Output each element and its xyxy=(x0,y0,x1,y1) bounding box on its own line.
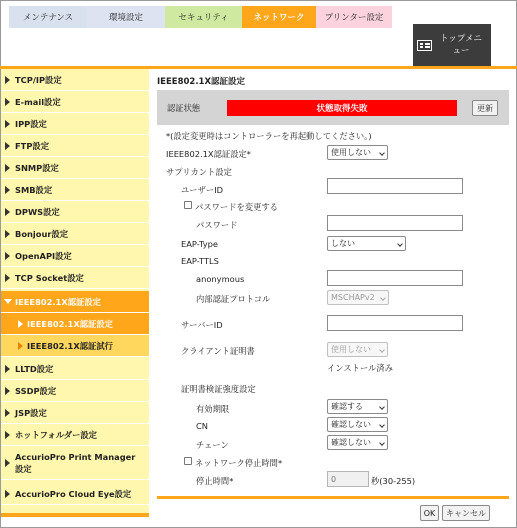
sidebar-bottom-bar xyxy=(1,513,149,517)
arrow-right-icon xyxy=(5,142,10,150)
chevron-down-icon xyxy=(379,440,385,446)
eap-type-label: EAP-Type xyxy=(181,239,219,249)
arrow-right-icon xyxy=(5,164,10,172)
arrow-right-icon xyxy=(5,387,10,395)
tab-maintenance[interactable]: メンテナンス xyxy=(9,6,87,28)
arrow-right-icon xyxy=(5,76,10,84)
arrow-right-icon xyxy=(5,120,10,128)
arrow-right-icon xyxy=(5,230,10,238)
tab-network[interactable]: ネットワーク xyxy=(242,6,316,28)
sidebar-item-ftp[interactable]: FTP設定 xyxy=(1,135,149,157)
arrow-right-icon xyxy=(18,320,23,328)
arrow-right-icon xyxy=(5,431,10,439)
chevron-down-icon xyxy=(379,404,385,410)
chevron-down-icon xyxy=(397,241,403,247)
sidebar-item-dpws[interactable]: DPWS設定 xyxy=(1,201,149,223)
eap-ttls-label: EAP-TTLS xyxy=(181,256,219,266)
sidebar-item-email[interactable]: E-mail設定 xyxy=(1,91,149,113)
arrow-right-icon xyxy=(5,409,10,417)
chevron-down-icon xyxy=(379,150,385,156)
password-input[interactable] xyxy=(327,215,463,231)
arrow-right-icon xyxy=(5,208,10,216)
chevron-down-icon xyxy=(379,422,385,428)
arrow-right-icon xyxy=(5,98,10,106)
refresh-button[interactable]: 更新 xyxy=(472,100,498,116)
cn-select[interactable]: 確認しない xyxy=(327,417,388,432)
sidebar-subitem-ieee8021x-settings[interactable]: IEEE802.1X認証設定 xyxy=(1,313,149,335)
sidebar-item-accuriopro-cloud-eye[interactable]: AccurioPro Cloud Eye設定 xyxy=(1,483,149,505)
expiry-select[interactable]: 確認する xyxy=(327,399,388,414)
top-menu-label: トップメニュー xyxy=(440,34,482,56)
sidebar-item-hot-folder[interactable]: ホットフォルダー設定 xyxy=(1,424,149,446)
sidebar-item-ssdp[interactable]: SSDP設定 xyxy=(1,380,149,402)
chevron-down-icon xyxy=(379,347,385,353)
arrow-right-icon xyxy=(18,342,23,350)
arrow-right-icon xyxy=(5,274,10,282)
chain-select[interactable]: 確認しない xyxy=(327,435,388,450)
server-id-input[interactable] xyxy=(327,315,463,331)
restart-note: *(設定変更時はコントローラーを再起動してください。) xyxy=(166,131,372,141)
arrow-right-icon xyxy=(5,490,10,498)
inner-auth-protocol-select[interactable]: MSCHAPv2 xyxy=(327,290,389,305)
sidebar-item-ieee8021x[interactable]: IEEE802.1X認証設定 xyxy=(1,291,149,313)
arrow-right-icon xyxy=(5,365,10,373)
tab-security[interactable]: セキュリティ xyxy=(165,6,242,28)
chevron-down-icon xyxy=(380,295,386,301)
cert-verification-strength-label: 証明書検証強度設定 xyxy=(181,384,256,394)
sidebar-item-bonjour[interactable]: Bonjour設定 xyxy=(1,223,149,245)
main-tabs xyxy=(9,6,392,28)
anonymous-label: anonymous xyxy=(196,274,245,284)
ok-button[interactable]: OK xyxy=(420,505,439,521)
top-menu-button[interactable] xyxy=(413,24,491,66)
stop-time-unit: 秒(30-255) xyxy=(371,476,416,486)
auth-status-panel xyxy=(157,90,509,125)
arrow-down-icon xyxy=(4,299,12,304)
user-id-label: ユーザーID xyxy=(181,185,224,195)
sidebar-subitem-ieee8021x-trial[interactable]: IEEE802.1X認証試行 xyxy=(1,335,149,357)
eap-type-select[interactable]: しない xyxy=(327,236,406,251)
tab-environment[interactable]: 環境設定 xyxy=(87,6,165,28)
network-stop-time-checkbox[interactable] xyxy=(184,457,192,465)
auth-status-value: 状態取得失敗 xyxy=(227,100,457,116)
sidebar-item-accuriopro-print-manager[interactable]: AccurioPro Print Manager設定 xyxy=(1,447,149,480)
ieee8021x-setting-select[interactable]: 使用しない xyxy=(327,145,388,160)
arrow-right-icon xyxy=(5,252,10,260)
server-id-label: サーバーID xyxy=(181,320,223,330)
page-title: IEEE802.1X認証設定 xyxy=(157,77,246,87)
sidebar-item-ipp[interactable]: IPP設定 xyxy=(1,113,149,135)
client-certificate-select[interactable]: 使用しない xyxy=(327,342,388,357)
sidebar xyxy=(1,69,149,517)
auth-status-label: 認証状態 xyxy=(167,103,201,113)
anonymous-input[interactable] xyxy=(327,270,463,286)
arrow-right-icon xyxy=(5,186,10,194)
sidebar-item-tcp-socket[interactable]: TCP Socket設定 xyxy=(1,267,149,289)
arrow-right-icon xyxy=(5,459,10,467)
installed-status: インストール済み xyxy=(327,363,393,373)
password-label: パスワード xyxy=(196,220,238,230)
client-certificate-label: クライアント証明書 xyxy=(181,346,255,356)
supplicant-settings-label: サプリカント設定 xyxy=(166,167,232,177)
sidebar-item-openapi[interactable]: OpenAPI設定 xyxy=(1,245,149,267)
sidebar-item-tcpip[interactable]: TCP/IP設定 xyxy=(1,69,149,91)
inner-auth-protocol-label: 内部認証プロトコル xyxy=(196,294,271,304)
chain-label: チェーン xyxy=(196,440,229,450)
tab-printer-settings[interactable]: プリンター設定 xyxy=(316,6,392,28)
change-password-checkbox[interactable] xyxy=(184,201,192,209)
change-password-label: パスワードを変更する xyxy=(195,202,278,212)
content-bottom-divider xyxy=(157,496,509,499)
sidebar-item-snmp[interactable]: SNMP設定 xyxy=(1,157,149,179)
cn-label: CN xyxy=(196,421,208,431)
expiry-label: 有効期限 xyxy=(196,404,230,414)
ieee8021x-setting-label: IEEE802.1X認証設定* xyxy=(166,149,251,159)
sidebar-item-jsp[interactable]: JSP設定 xyxy=(1,402,149,424)
cancel-button[interactable]: キャンセル xyxy=(442,505,490,521)
network-stop-time-label: ネットワーク停止時間* xyxy=(195,458,283,468)
sidebar-item-smb[interactable]: SMB設定 xyxy=(1,179,149,201)
sidebar-item-lltd[interactable]: LLTD設定 xyxy=(1,358,149,380)
menu-list-icon xyxy=(417,40,432,51)
stop-time-label: 停止時間* xyxy=(196,476,234,486)
stop-time-input[interactable]: 0 xyxy=(327,471,369,487)
user-id-input[interactable] xyxy=(327,178,463,194)
